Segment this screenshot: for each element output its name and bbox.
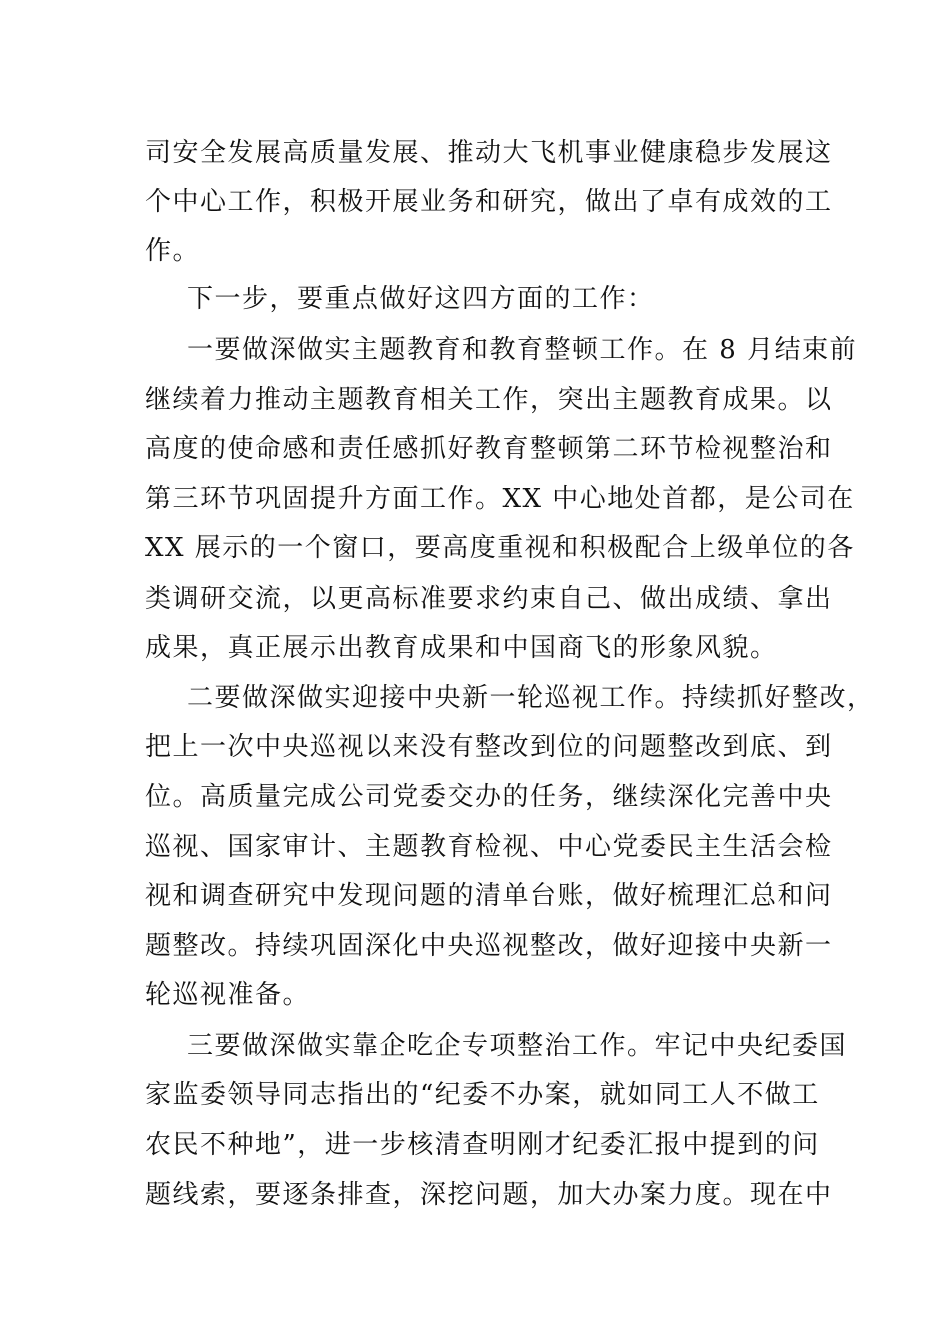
text-line: 个中心工作，积极开展业务和研究，做出了卓有成效的工 <box>145 187 833 217</box>
text-line: 题整改。持续巩固深化中央巡视整改，做好迎接中央新一 <box>145 931 833 961</box>
paragraph-start-line: 一要做深做实主题教育和教育整顿工作。在 8 月结束前 <box>187 335 858 365</box>
text-line: 第三环节巩固提升方面工作。XX 中心地处首都，是公司在 <box>145 484 855 514</box>
text-line: 农民不种地”，进一步核清查明刚才纪委汇报中提到的问 <box>145 1130 820 1160</box>
text-line: 作。 <box>145 236 201 266</box>
text-line: 司安全发展高质量发展、推动大飞机事业健康稳步发展这 <box>145 138 833 168</box>
text-line: XX 展示的一个窗口，要高度重视和积极配合上级单位的各 <box>145 533 855 563</box>
text-line: 继续着力推动主题教育相关工作，突出主题教育成果。以 <box>145 385 833 415</box>
text-line: 巡视、国家审计、主题教育检视、中心党委民主生活会检 <box>145 832 833 862</box>
text-line: 把上一次中央巡视以来没有整改到位的问题整改到底、到 <box>145 732 833 762</box>
paragraph-start-line: 下一步，要重点做好这四方面的工作： <box>187 284 655 314</box>
paragraph-start-line: 二要做深做实迎接中央新一轮巡视工作。持续抓好整改， <box>187 683 875 713</box>
text-line: 类调研交流，以更高标准要求约束自己、做出成绩、拿出 <box>145 584 833 614</box>
text-line: 成果，真正展示出教育成果和中国商飞的形象风貌。 <box>145 633 778 663</box>
text-line: 轮巡视准备。 <box>145 980 311 1010</box>
text-line: 视和调查研究中发现问题的清单台账，做好梳理汇总和问 <box>145 881 833 911</box>
text-line: 位。高质量完成公司党委交办的任务，继续深化完善中央 <box>145 782 833 812</box>
text-line: 题线索，要逐条排查，深挖问题，加大办案力度。现在中 <box>145 1180 833 1210</box>
text-line: 高度的使命感和责任感抓好教育整顿第二环节检视整治和 <box>145 434 833 464</box>
paragraph-start-line: 三要做深做实靠企吃企专项整治工作。牢记中央纪委国 <box>187 1031 848 1061</box>
text-line: 家监委领导同志指出的“纪委不办案，就如同工人不做工 <box>145 1080 820 1110</box>
